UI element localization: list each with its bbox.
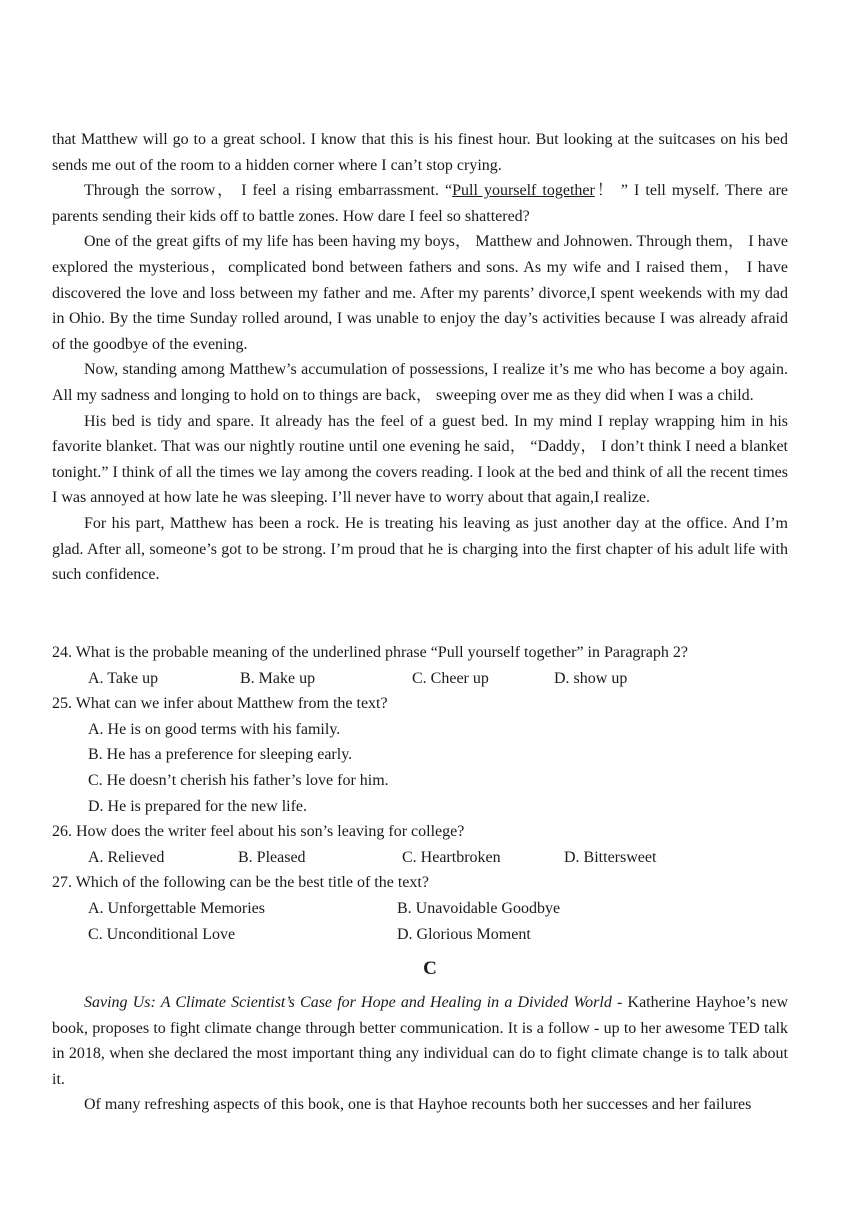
paragraph-6: For his part, Matthew has been a rock. He is treating his leaving as just another day at the office. And I’m glad. After all, someone’s got to be strong. I’m proud that he is charging into the first chapter of his adult life with such confidence.	[52, 514, 788, 584]
q25-option-b: B. He has a preference for sleeping early.	[88, 746, 353, 764]
q26-option-b: B. Pleased	[238, 848, 306, 866]
paragraph-2-start: Through the sorrow， I feel a rising embarrassment. “	[84, 182, 453, 200]
q27-option-c: C. Unconditional Love	[88, 925, 236, 943]
question-25-stem: 25. What can we infer about Matthew from the text?	[52, 695, 388, 713]
section-c-heading: C	[423, 958, 437, 979]
paragraph-2	[52, 178, 788, 229]
question-list	[52, 640, 788, 947]
passage-c-paragraph-1-rest: - Katherine Hayhoe’s new book, proposes to fight climate change through better communication. It is a follow - up to her awesome TED talk in 2018, when she declared the most important thing any individual can do to fight climate change is to talk about it.	[52, 994, 789, 1088]
question-27-options-row-2	[52, 922, 788, 948]
paragraph-1: that Matthew will go to a great school. I know that this is his finest hour. But looking at the suitcases on his bed sends me out of the room to a hidden corner where I can’t stop crying.	[52, 131, 788, 174]
paragraph-2-end: ！ ” I tell myself. There are parents sending their kids off to battle zones. How dare I feel so shattered?	[52, 182, 788, 225]
q26-option-c: C. Heartbroken	[402, 848, 501, 866]
passage-c-paragraph-2: Of many refreshing aspects of this book, one is that Hayhoe recounts both her successes and her failures	[84, 1096, 752, 1114]
question-26-stem: 26. How does the writer feel about his son’s leaving for college?	[52, 823, 465, 841]
q24-option-c: C. Cheer up	[412, 669, 489, 687]
q24-option-d: D. show up	[554, 669, 628, 687]
q27-option-a: A. Unforgettable Memories	[88, 899, 265, 917]
q24-option-a: A. Take up	[88, 669, 159, 687]
q27-option-b: B. Unavoidable Goodbye	[397, 899, 561, 917]
question-26-options	[52, 845, 788, 871]
underlined-phrase: Pull yourself together	[452, 182, 595, 200]
q25-option-d: D. He is prepared for the new life.	[88, 797, 308, 815]
passage-c-paragraph-1	[52, 990, 788, 1092]
question-27-stem: 27. Which of the following can be the best title of the text?	[52, 874, 429, 892]
passage-b	[52, 127, 788, 588]
passage-c	[52, 990, 788, 1118]
q25-option-c: C. He doesn’t cherish his father’s love for him.	[88, 771, 389, 789]
q26-option-a: A. Relieved	[88, 848, 165, 866]
q25-option-a: A. He is on good terms with his family.	[88, 720, 341, 738]
book-title: Saving Us: A Climate Scientist’s Case for Hope and Healing in a Divided World	[84, 994, 612, 1011]
question-24-stem: 24. What is the probable meaning of the underlined phrase “Pull yourself together” in Paragraph 2?	[52, 644, 688, 661]
paragraph-4: Now, standing among Matthew’s accumulation of possessions, I realize it’s me who has become a boy again. All my sadness and longing to hold on to things are back， sweeping over me as they did when I was a child.	[52, 361, 788, 404]
paragraph-5: His bed is tidy and spare. It already has the feel of a guest bed. In my mind I replay wrapping him in his favorite blanket. That was our nightly routine until one evening he said， “Daddy， I don’t think I need a blanket tonight.” I think of all the times we lay among the covers reading. I look at the bed and think of all the recent times I was annoyed at how late he was sleeping. I’ll never have to worry about that again,I realize.	[52, 412, 788, 507]
q24-option-b: B. Make up	[240, 669, 316, 687]
q27-option-d: D. Glorious Moment	[397, 925, 531, 943]
paragraph-3: One of the great gifts of my life has been having my boys， Matthew and Johnowen. Through them， I have explored the mysterious，complicated bond between fathers and sons. As my wife and I raised them， I have discovered the love and loss between my father and me. After my parents’ divorce,I spent weekends with my dad in Ohio. By the time Sunday rolled around, I was unable to enjoy the day’s activities because I was already afraid of the goodbye of the evening.	[52, 233, 789, 353]
q26-option-d: D. Bittersweet	[564, 848, 657, 866]
question-27-options-row-1	[52, 896, 788, 922]
question-24-options	[52, 666, 788, 692]
